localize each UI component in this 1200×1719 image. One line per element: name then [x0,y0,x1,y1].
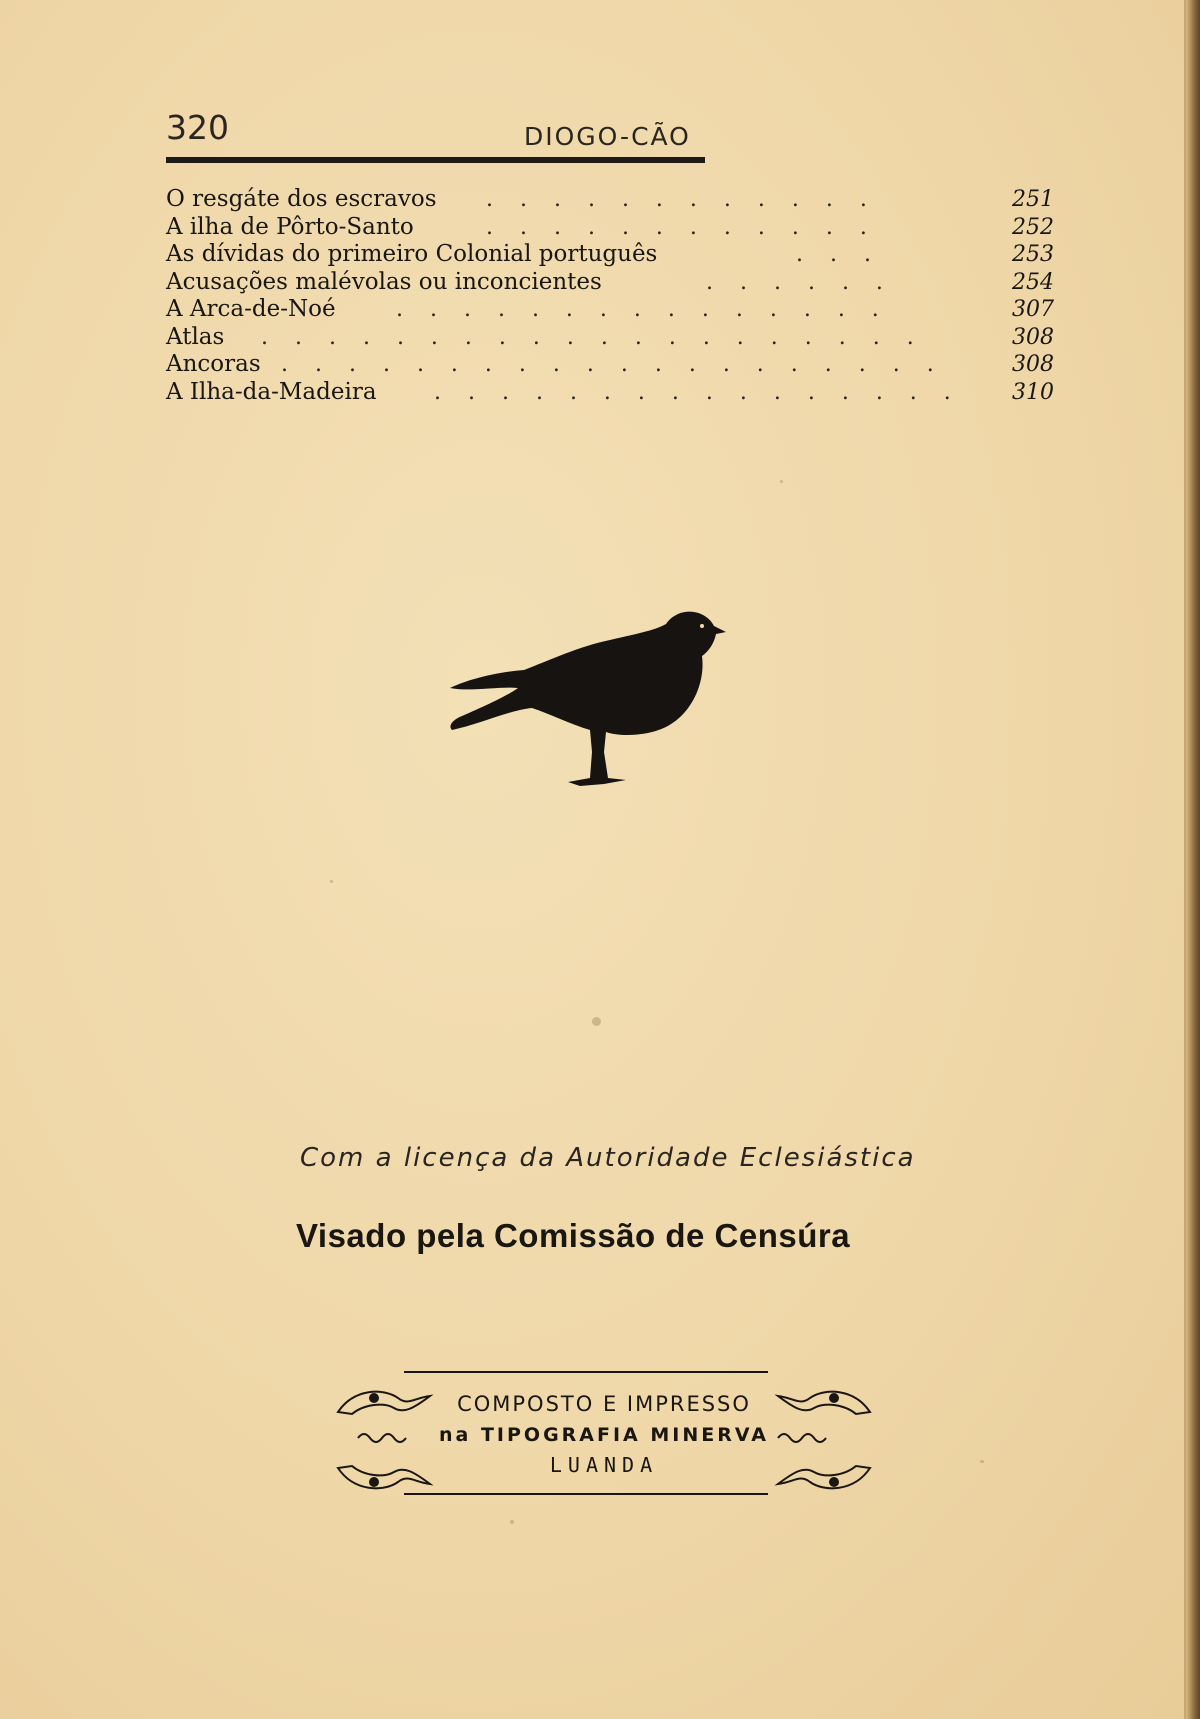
toc-entry-page: 308 [1012,324,1054,350]
toc-entry-title: Atlas [166,323,225,350]
dot-leader: . . . . . . [706,269,893,295]
toc-entry [166,186,1054,214]
bird-silhouette [450,612,726,786]
toc-entry-title: Acusações malévolas ou inconcientes [166,268,602,295]
toc-entry-title: O resgáte dos escravos [166,186,437,212]
toc-entry-title: A Ilha-da-Madeira [166,378,377,405]
paper-speck [980,1460,984,1463]
toc-entry [166,324,1054,352]
toc-entry-title: As dívidas do primeiro Colonial português [166,241,658,267]
dot-leader: . . . . . . . . . . . . . . . [396,297,889,322]
toc-entry-title: Ancoras [166,351,261,377]
printer-imprint [334,1368,874,1498]
toc-entry-title: A Arca-de-Noé [166,296,336,322]
dot-leader: . . . . . . . . . . . . [486,214,877,240]
spine-edge [1186,0,1200,1719]
toc-entry-page: 252 [1012,214,1054,240]
toc-entry [166,379,1054,407]
toc-entry [166,351,1054,379]
running-title: DIOGO-CÃO [524,122,691,151]
dot-leader: . . . . . . . . . . . . [486,187,877,212]
toc-entry [166,214,1054,242]
imprint-line-city: LUANDA [549,1453,659,1477]
toc-entry [166,296,1054,324]
imprint-line-printer: na TIPOGRAFIA MINERVA [439,1424,769,1446]
toc-entry [166,269,1054,297]
toc-entry-page: 308 [1012,352,1054,377]
bird-illustration [440,600,770,800]
toc-entry-page: 310 [1012,379,1054,405]
toc-entry-title: A ilha de Pôrto-Santo [166,213,414,240]
toc-entry-page: 254 [1012,269,1054,295]
paper-speck [592,1017,601,1026]
toc-entry [166,241,1054,269]
header-rule [166,157,705,163]
dot-leader: . . . . . . . . . . . . . . . . . . . . [281,352,944,377]
censorship-notice: Visado pela Comissão de Censúra [296,1217,851,1254]
paper-speck [780,480,783,483]
dot-leader: . . . . . . . . . . . . . . . . [434,379,961,405]
page-header [166,108,706,151]
bird-eye [700,624,704,628]
paper-speck [330,880,333,883]
paper-speck [510,1520,514,1524]
table-of-contents [166,186,1054,406]
dot-leader: . . . [796,242,881,267]
ecclesiastical-license: Com a licença da Autoridade Eclesiástica [300,1143,916,1173]
toc-entry-page: 253 [1012,242,1054,267]
page-number: 320 [166,108,229,147]
imprint-line-composed: COMPOSTO E IMPRESSO [457,1392,751,1416]
toc-entry-page: 307 [1012,297,1054,322]
dot-leader: . . . . . . . . . . . . . . . . . . . . [261,324,924,350]
toc-entry-page: 251 [1012,187,1054,212]
